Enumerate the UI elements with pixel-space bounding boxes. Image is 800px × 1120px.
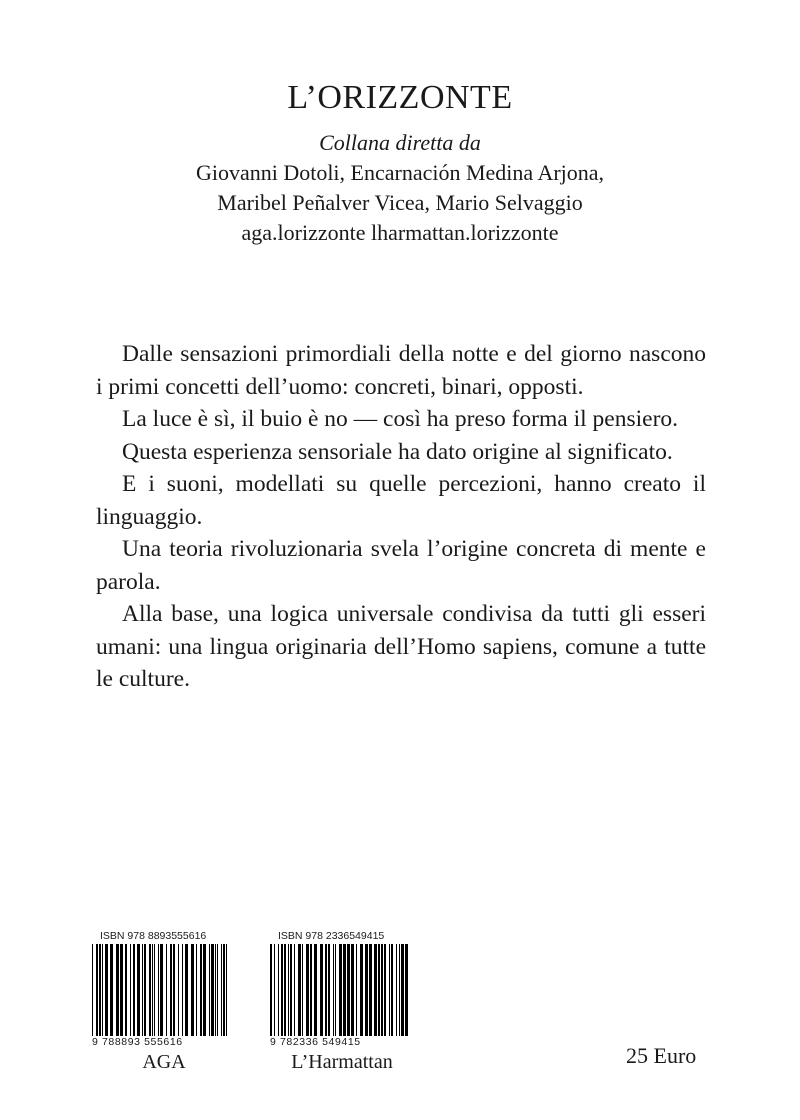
- series-subtitle: Collana diretta da: [319, 130, 481, 155]
- barcode-digits: 9 788893 555616: [92, 1036, 183, 1048]
- blurb-paragraph: Questa esperienza sensoriale ha dato origine al significato.: [122, 438, 673, 465]
- publisher-name: L’Harmattan: [291, 1051, 393, 1073]
- blurb-paragraph: Alla base, una logica universale condivisa da tutti gli esseri umani: una lingua originaria dell’Homo sapiens, comune a tutte le culture.: [96, 601, 706, 692]
- editors-line-2: Maribel Peñalver Vicea, Mario Selvaggio: [217, 190, 583, 215]
- barcode-lharmattan: [270, 930, 414, 1074]
- isbn-label: ISBN 978 8893555616: [100, 930, 207, 942]
- social-handles: aga.lorizzonte lharmattan.lorizzonte: [241, 220, 559, 245]
- blurb-paragraph: La luce è sì, il buio è no — così ha preso forma il pensiero.: [122, 406, 679, 432]
- editors-line-1: Giovanni Dotoli, Encarnación Medina Arjona,: [195, 160, 605, 185]
- publisher-name: AGA: [142, 1051, 186, 1073]
- back-cover-blurb: [96, 338, 706, 696]
- barcode-gap: [227, 944, 230, 1036]
- blurb-paragraph: Una teoria rivoluzionaria svela l’origine concreta di mente e parola.: [96, 536, 706, 595]
- barcode-aga: [92, 930, 236, 1074]
- barcode-bars: [270, 944, 414, 1036]
- series-header: [0, 78, 800, 248]
- blurb-paragraph: Dalle sensazioni primordiali della notte e del giorno nascono i primi concetti dell’uomo: concreti, binari, opposti.: [96, 341, 706, 400]
- barcode-bars: [92, 944, 236, 1036]
- isbn-label: ISBN 978 2336549415: [278, 930, 385, 942]
- price-label: 25 Euro: [626, 1043, 697, 1068]
- barcode-stripe: [405, 944, 408, 1036]
- series-title: L’ORIZZONTE: [287, 79, 513, 116]
- blurb-paragraph: E i suoni, modellati su quelle percezioni, hanno creato il linguaggio.: [96, 471, 706, 530]
- barcode-digits: 9 782336 549415: [270, 1036, 361, 1048]
